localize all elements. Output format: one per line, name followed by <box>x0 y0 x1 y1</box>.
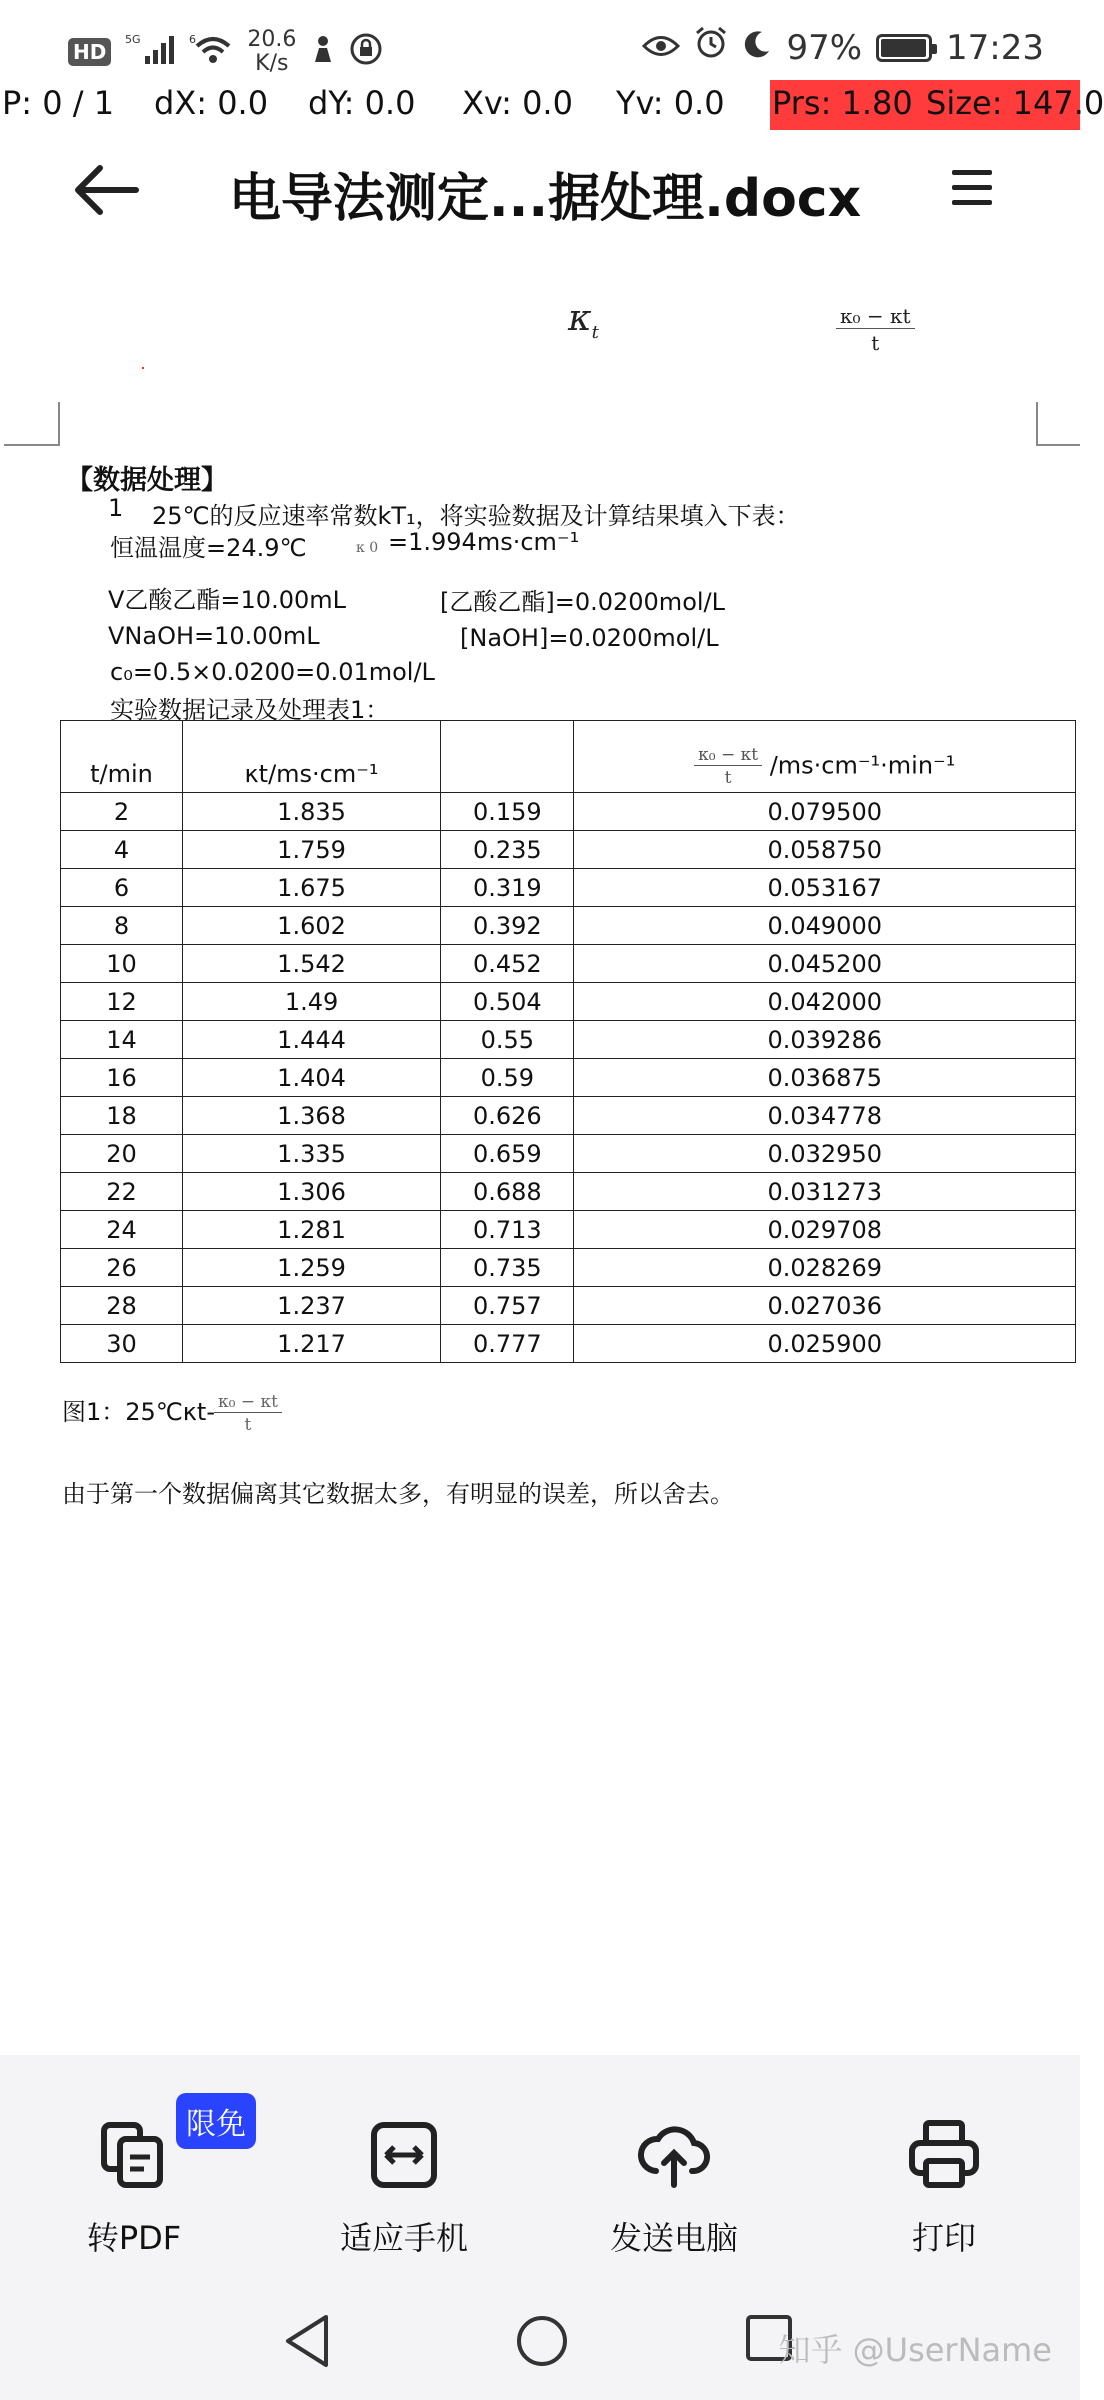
table-header-row <box>61 721 1076 793</box>
header-difference <box>441 721 574 793</box>
fit-phone-icon <box>364 2115 444 2195</box>
pointer-yv: Yv: 0.0 <box>616 84 725 122</box>
table-cell: 0.032950 <box>574 1135 1076 1173</box>
temperature-text: 恒温温度=24.9℃ <box>110 534 307 562</box>
table-cell: 2 <box>61 793 183 831</box>
page-corner-left <box>4 402 60 446</box>
table-cell: 0.659 <box>441 1135 574 1173</box>
table-cell: 0.713 <box>441 1211 574 1249</box>
table-cell: 20 <box>61 1135 183 1173</box>
table-cell: 30 <box>61 1325 183 1363</box>
table-cell: 0.079500 <box>574 793 1076 831</box>
table-cell: 0.034778 <box>574 1097 1076 1135</box>
table-cell: 1.49 <box>182 983 440 1021</box>
table-cell: 1.444 <box>182 1021 440 1059</box>
table-cell: 0.235 <box>441 831 574 869</box>
table-cell: 1.237 <box>182 1287 440 1325</box>
table-cell: 0.757 <box>441 1287 574 1325</box>
table-cell: 0.039286 <box>574 1021 1076 1059</box>
triangle-back-icon <box>282 2313 332 2369</box>
table-cell: 1.542 <box>182 945 440 983</box>
data-note: 由于第一个数据偏离其它数据太多，有明显的误差，所以舍去。 <box>62 1480 734 1508</box>
kappa0-value: =1.994ms·cm⁻¹ <box>388 528 580 556</box>
table-cell: 0.045200 <box>574 945 1076 983</box>
table-cell: 28 <box>61 1287 183 1325</box>
table-cell: 0.59 <box>441 1059 574 1097</box>
table-row <box>61 869 1076 907</box>
page-corner-right <box>1036 402 1080 446</box>
initial-concentration: c₀=0.5×0.0200=0.01mol/L <box>110 658 435 686</box>
table-cell: 22 <box>61 1173 183 1211</box>
convert-pdf-label: 转PDF <box>86 2219 182 2257</box>
moon-icon <box>742 28 772 68</box>
table-cell: 1.281 <box>182 1211 440 1249</box>
kappa-t-formula: $\kappa_t$ <box>568 298 599 344</box>
table-cell: 1.404 <box>182 1059 440 1097</box>
print-button[interactable] <box>844 2115 1044 2259</box>
table-row <box>61 793 1076 831</box>
hamburger-menu-icon <box>946 170 998 205</box>
kappa-fraction-formula: $\frac{\text{κ₀ − κt}}{t}$ <box>836 304 915 355</box>
table-cell: 6 <box>61 869 183 907</box>
kappa0-symbol: κ 0 <box>356 540 379 556</box>
rate-constant-instruction: 25℃的反应速率常数kT₁，将实验数据及计算结果填入下表： <box>152 502 800 530</box>
bottom-toolbar <box>0 2055 1080 2285</box>
cellular-signal-icon <box>125 32 175 73</box>
table-cell: 0.028269 <box>574 1249 1076 1287</box>
table-cell: 1.675 <box>182 869 440 907</box>
circle-home-icon <box>514 2313 570 2369</box>
table-row <box>61 831 1076 869</box>
red-mark <box>142 367 144 369</box>
pointer-size: Size: 147.0 <box>926 84 1104 122</box>
table-row <box>61 1021 1076 1059</box>
table-cell: 10 <box>61 945 183 983</box>
eye-icon <box>642 28 680 68</box>
figure-caption: 图1：25℃κt- <box>62 1398 215 1426</box>
table-cell: 16 <box>61 1059 183 1097</box>
printer-icon <box>904 2115 984 2195</box>
nav-back-button[interactable] <box>282 2313 332 2373</box>
send-pc-button[interactable] <box>574 2115 774 2259</box>
table-cell: 0.777 <box>441 1325 574 1363</box>
naoh-volume: VNaOH=10.00mL <box>108 622 320 650</box>
free-badge: 限免 <box>176 2093 256 2149</box>
back-button[interactable] <box>70 160 142 220</box>
header-time: t/min <box>61 721 183 793</box>
header-rate <box>574 721 1076 793</box>
table-cell: 0.029708 <box>574 1211 1076 1249</box>
table-cell: 0.042000 <box>574 983 1076 1021</box>
back-arrow-icon <box>70 160 142 220</box>
table-cell: 1.259 <box>182 1249 440 1287</box>
alarm-icon <box>694 26 728 69</box>
battery-fill <box>881 39 926 57</box>
table-cell: 1.368 <box>182 1097 440 1135</box>
table-cell: 1.335 <box>182 1135 440 1173</box>
convert-pdf-icon <box>94 2115 174 2195</box>
table-cell: 0.159 <box>441 793 574 831</box>
table-cell: 1.217 <box>182 1325 440 1363</box>
table-cell: 1.759 <box>182 831 440 869</box>
speed-value: 20.6 <box>247 27 297 52</box>
header-kappa-t: κt/ms·cm⁻¹ <box>182 721 440 793</box>
table-cell: 0.452 <box>441 945 574 983</box>
table-caption: 实验数据记录及处理表1： <box>110 696 390 724</box>
watermark: 知乎 @UserName <box>778 2331 1052 2369</box>
header-rate-fraction: $\frac{\text{κ₀ − κt}}{t}$ <box>694 745 762 788</box>
table-cell: 18 <box>61 1097 183 1135</box>
svg-text:6: 6 <box>189 32 197 46</box>
table-row <box>61 1325 1076 1363</box>
table-row <box>61 1249 1076 1287</box>
table-cell: 0.058750 <box>574 831 1076 869</box>
print-label: 打印 <box>911 2219 976 2257</box>
app-header <box>0 130 1080 250</box>
status-left <box>68 28 382 76</box>
table-row <box>61 907 1076 945</box>
document-page[interactable] <box>0 250 1080 2050</box>
table-row <box>61 1059 1076 1097</box>
naoh-concentration: [NaOH]=0.0200mol/L <box>460 624 719 652</box>
hd-indicator: HD <box>68 38 111 66</box>
send-pc-label: 发送电脑 <box>609 2219 738 2257</box>
item-number: 1 <box>108 494 124 522</box>
table-cell: 1.602 <box>182 907 440 945</box>
table-cell: 0.027036 <box>574 1287 1076 1325</box>
table-cell: 0.626 <box>441 1097 574 1135</box>
header-rate-unit: /ms·cm⁻¹·min⁻¹ <box>769 751 956 780</box>
table-cell: 24 <box>61 1211 183 1249</box>
table-row <box>61 1211 1076 1249</box>
lock-icon <box>350 33 382 72</box>
table-cell: 1.835 <box>182 793 440 831</box>
table-row <box>61 1135 1076 1173</box>
table-cell: 14 <box>61 1021 183 1059</box>
clock-time: 17:23 <box>946 27 1044 68</box>
table-row <box>61 1097 1076 1135</box>
table-cell: 0.049000 <box>574 907 1076 945</box>
cloud-upload-icon <box>634 2115 714 2195</box>
table-cell: 0.319 <box>441 869 574 907</box>
table-cell: 0.053167 <box>574 869 1076 907</box>
nav-home-button[interactable] <box>514 2313 570 2373</box>
menu-button[interactable] <box>946 160 998 220</box>
table-cell: 0.392 <box>441 907 574 945</box>
system-nav-bar <box>0 2285 1080 2400</box>
speed-unit: K/s <box>255 51 289 76</box>
wifi-icon <box>189 32 233 73</box>
table-cell: 0.55 <box>441 1021 574 1059</box>
table-row <box>61 983 1076 1021</box>
pointer-location-overlay <box>0 80 1104 130</box>
battery-percent: 97% <box>786 27 863 68</box>
pointer-count: P: 0 / 1 <box>2 84 115 122</box>
table-cell: 0.036875 <box>574 1059 1076 1097</box>
table-cell: 0.504 <box>441 983 574 1021</box>
table-cell: 1.306 <box>182 1173 440 1211</box>
status-right <box>642 26 1044 69</box>
table-cell: 8 <box>61 907 183 945</box>
table-cell: 26 <box>61 1249 183 1287</box>
table-row <box>61 1287 1076 1325</box>
table-cell: 12 <box>61 983 183 1021</box>
svg-text:5G: 5G <box>125 32 141 46</box>
table-cell: 0.031273 <box>574 1173 1076 1211</box>
ester-concentration: [乙酸乙酯]=0.0200mol/L <box>440 588 725 616</box>
data-table <box>60 720 1076 1363</box>
ester-volume: V乙酸乙酯=10.00mL <box>108 586 346 614</box>
pointer-xv: Xv: 0.0 <box>462 84 573 122</box>
table-row <box>61 1173 1076 1211</box>
pointer-dy: dY: 0.0 <box>308 84 416 122</box>
table-cell: 0.688 <box>441 1173 574 1211</box>
network-speed <box>247 28 296 76</box>
table-cell: 4 <box>61 831 183 869</box>
table-row <box>61 945 1076 983</box>
person-icon <box>310 34 336 71</box>
table-cell: 0.025900 <box>574 1325 1076 1363</box>
figure-caption-fraction: $\frac{\text{κ₀ − κt}}{t}$ <box>214 1392 282 1435</box>
section-heading: 【数据处理】 <box>66 465 228 496</box>
fit-phone-label: 适应手机 <box>339 2219 468 2257</box>
pointer-dx: dX: 0.0 <box>154 84 269 122</box>
table-cell: 0.735 <box>441 1249 574 1287</box>
pointer-pressure: Prs: 1.80 <box>772 84 913 122</box>
fit-phone-button[interactable] <box>304 2115 504 2259</box>
document-title: 电导法测定...据处理.docx <box>228 169 862 229</box>
battery-icon <box>876 34 932 62</box>
